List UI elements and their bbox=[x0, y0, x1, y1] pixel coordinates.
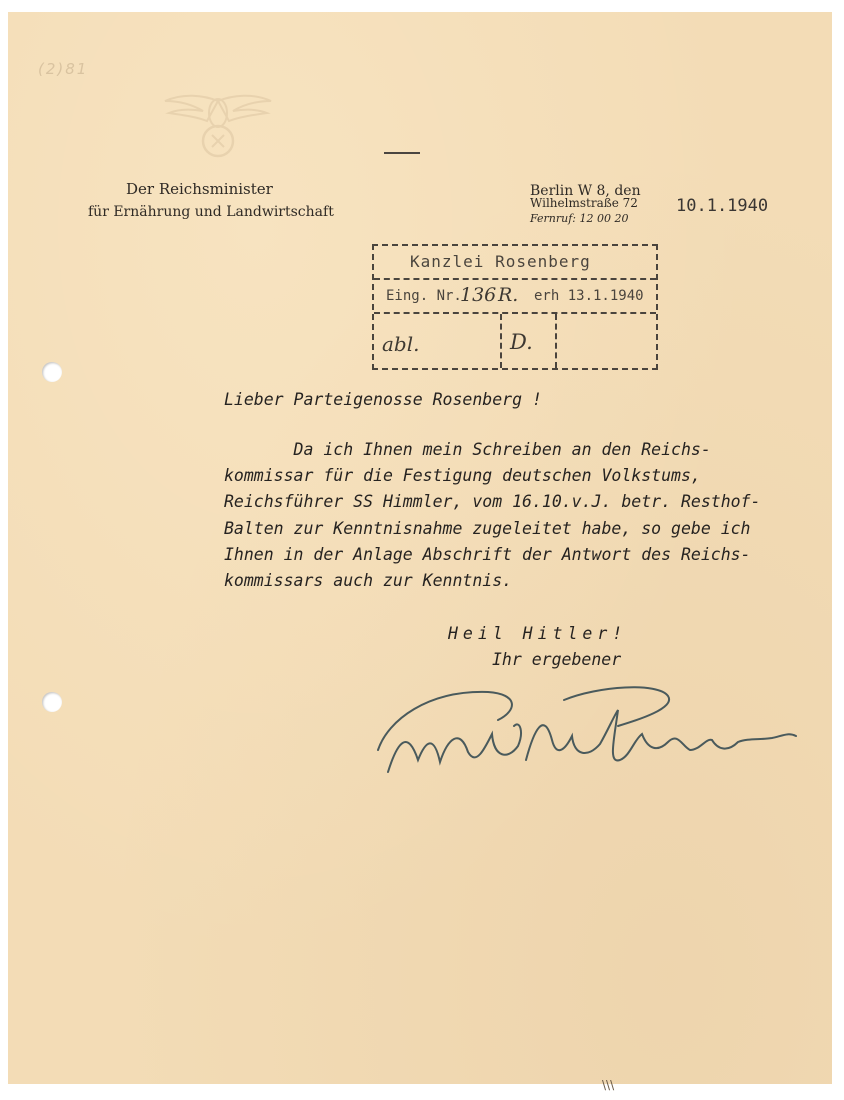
stamp-entry-date: erh 13.1.1940 bbox=[534, 288, 644, 304]
dash-mark bbox=[384, 152, 420, 154]
body-line: Reichsführer SS Himmler, vom 16.10.v.J. betr. Resthof- bbox=[224, 492, 761, 511]
body-line: Balten zur Kenntnisnahme zugeleitet habe, so gebe ich bbox=[224, 519, 751, 538]
punch-hole-top bbox=[42, 362, 62, 382]
body-line: kommissar für die Festigung deutschen Volkstums, bbox=[224, 466, 701, 485]
stamp-department-note: abl. bbox=[382, 332, 420, 356]
stamp-entry-initial: R. bbox=[498, 284, 519, 306]
ministry-title: Der Reichsminister bbox=[126, 180, 273, 198]
eagle-emblem-icon bbox=[163, 87, 273, 162]
letter-page bbox=[8, 12, 832, 1092]
ministry-subtitle: für Ernährung und Landwirtschaft bbox=[88, 204, 334, 220]
stamp-entry-number: 136 bbox=[460, 284, 497, 306]
stamp-initial-mark: D. bbox=[510, 330, 533, 354]
stamp-divider bbox=[555, 314, 557, 368]
signature-icon bbox=[368, 680, 808, 790]
closing: Heil Hitler! bbox=[448, 624, 628, 643]
address-phone: Fernruf: 12 00 20 bbox=[530, 212, 629, 225]
pencil-note: (2)81 bbox=[38, 60, 89, 78]
stamp-divider bbox=[500, 314, 502, 368]
body-line: kommissars auch zur Kenntnis. bbox=[224, 571, 513, 590]
body-line: Da ich Ihnen mein Schreiben an den Reichs- bbox=[224, 440, 711, 459]
letter-date: 10.1.1940 bbox=[676, 196, 769, 216]
registry-stamp bbox=[372, 244, 658, 370]
salutation: Lieber Parteigenosse Rosenberg ! bbox=[224, 390, 542, 409]
valediction: Ihr ergebener bbox=[492, 650, 622, 669]
footer-mark: \\\ bbox=[602, 1078, 615, 1092]
body-line: Ihnen in der Anlage Abschrift der Antwort des Reichs- bbox=[224, 545, 751, 564]
stamp-entry-label: Eing. Nr. bbox=[386, 288, 462, 304]
address-city: Berlin W 8, den bbox=[530, 183, 641, 199]
stamp-title: Kanzlei Rosenberg bbox=[410, 252, 591, 271]
address-street: Wilhelmstraße 72 bbox=[530, 196, 638, 210]
punch-hole-bottom bbox=[42, 692, 62, 712]
